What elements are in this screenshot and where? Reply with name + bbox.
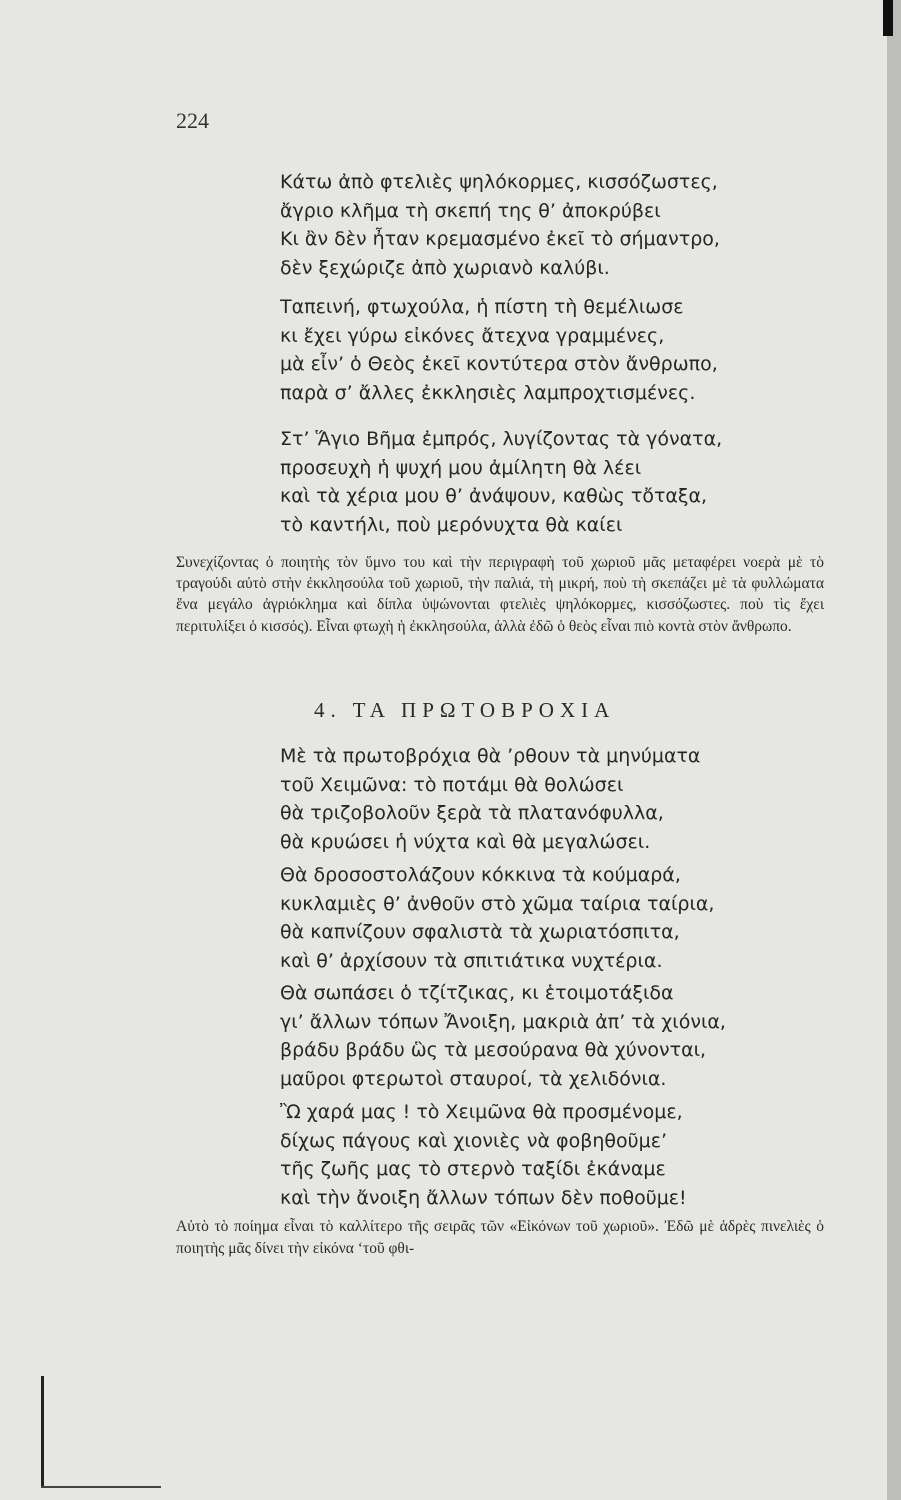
stanza	[280, 168, 800, 282]
stanza	[280, 425, 800, 539]
verse-line: προσευχὴ ἡ ψυχή μου ἀμίλητη θὰ λέει	[280, 456, 642, 479]
verse-line: τὸ καντήλι, ποὺ μερόνυχτα θὰ καίει	[280, 513, 623, 536]
verse-line: ἄγριο κλῆμα τὴ σκεπή της θ’ ἀποκρύβει	[280, 199, 661, 222]
verse-line: τῆς ζωῆς μας τὸ στερνὸ ταξίδι ἐκάναμε	[280, 1158, 666, 1180]
verse-line: θὰ καπνίζουν σφαλιστὰ τὰ χωριατόσπιτα,	[280, 921, 680, 943]
scan-edge-mark	[883, 0, 893, 36]
verse-line: δίχως πάγους καὶ χιονιὲς νὰ φοβηθοῦμε’	[280, 1129, 668, 1152]
verse-line: Θὰ δροσοστολάζουν κόκκινα τὰ κούμαρά,	[280, 864, 681, 886]
verse-line: καὶ θ’ ἀρχίσουν τὰ σπιτιάτικα νυχτέρια.	[280, 949, 663, 972]
verse-line: κι ἔχει γύρω εἰκόνες ἄτεχνα γραμμένες,	[280, 324, 665, 347]
stanza	[280, 861, 800, 975]
verse-line: παρὰ σ’ ἄλλες ἐκκλησιὲς λαμπροχτισμένες.	[280, 381, 696, 404]
verse-line: Κάτω ἀπὸ φτελιὲς ψηλόκορμες, κισσόζωστες,	[280, 171, 718, 193]
closing-commentary: Αὐτὸ τὸ ποίημα εἶναι τὸ καλλίτερο τῆς σειρᾶς τῶν «Εἰκόνων τοῦ χωριοῦ». Ἐδῶ μὲ ἁδρὲς πινελιὲς ὁ ποιητὴς μᾶς δίνει τὴν εἰκόνα ‘τοῦ φθι-	[176, 1218, 824, 1257]
verse-line: βράδυ βράδυ ὣς τὰ μεσούρανα θὰ χύνονται,	[280, 1039, 707, 1061]
page-number: 224	[176, 108, 209, 133]
verse-line: κυκλαμιὲς θ’ ἀνθοῦν στὸ χῶμα ταίρια ταίρια,	[280, 892, 715, 915]
commentary-paragraph: Συνεχίζοντας ὁ ποιητὴς τὸν ὕμνο του καὶ τὴν περιγραφὴ τοῦ χωριοῦ μᾶς μεταφέρει νοερὰ μὲ τὸ τραγούδι αὐτὸ στὴν ἐκκλησούλα τοῦ χωριοῦ, τὴν παλιά, τὴ μικρή, ποὺ τὴ σκεπάζει μὲ τὰ φυλλώματα ἕνα μεγάλο ἀγριόκλημα καὶ δίπλα ὑψώνονται φτελιὲς ψηλόκορμες, κισσόζωστες. ποὺ τὶς ἔχει περιτυλίξει ὁ κισσός). Εἶναι φτωχὴ ἡ ἐκκλησούλα, ἀλλὰ ἐδῶ ὁ θεὸς εἶναι πιὸ κοντὰ στὸν ἄνθρωπο.	[176, 554, 824, 635]
verse-line: Κι ἂν δὲν ἦταν κρεμασμένο ἐκεῖ τὸ σήμαντρο,	[280, 228, 720, 250]
verse-line: δὲν ξεχώριζε ἀπὸ χωριανὸ καλύβι.	[280, 256, 610, 279]
verse-line: καὶ τὰ χέρια μου θ’ ἀνάψουν, καθὼς τὄταξα,	[280, 485, 708, 507]
verse-line: καὶ τὴν ἄνοιξη ἄλλων τόπων δὲν ποθοῦμε!	[280, 1186, 687, 1209]
stanza	[280, 1098, 800, 1212]
verse-line: Στ’ Ἅγιο Βῆμα ἐμπρός, λυγίζοντας τὰ γόνατα,	[280, 428, 723, 450]
verse-line: Ὢ χαρά μας ! τὸ Χειμῶνα θὰ προσμένομε,	[280, 1101, 683, 1123]
verse-line: Ταπεινή, φτωχούλα, ἡ πίστη τὴ θεμέλιωσε	[280, 296, 684, 318]
section-heading: 4. ΤΑ ΠΡΩΤΟΒΡΟΧΙΑ	[314, 698, 616, 722]
verse-line: Μὲ τὰ πρωτοβρόχια θὰ ’ρθουν τὰ μηνύματα	[280, 745, 701, 767]
verse-line: θὰ τριζοβολοῦν ξερὰ τὰ πλατανόφυλλα,	[280, 802, 664, 824]
stanza	[280, 293, 800, 407]
verse-line: τοῦ Χειμῶνα: τὸ ποτάμι θὰ θολώσει	[280, 773, 624, 796]
margin-rule	[41, 1376, 44, 1488]
verse-line: θὰ κρυώσει ἡ νύχτα καὶ θὰ μεγαλώσει.	[280, 830, 651, 853]
verse-line: Θὰ σωπάσει ὁ τζίτζικας, κι ἑτοιμοτάξιδα	[280, 982, 674, 1004]
stanza	[280, 742, 800, 856]
verse-line: γι’ ἄλλων τόπων Ἄνοιξη, μακριὰ ἀπ’ τὰ χιόνια,	[280, 1010, 726, 1033]
verse-line: μὰ εἶν’ ὁ Θεὸς ἐκεῖ κοντύτερα στὸν ἄνθρωπο,	[280, 353, 718, 375]
stanza	[280, 979, 800, 1093]
page-edge-shadow	[887, 0, 901, 1500]
verse-line: μαῦροι φτερωτοὶ σταυροί, τὰ χελιδόνια.	[280, 1067, 667, 1090]
margin-rule-bottom	[41, 1486, 161, 1488]
